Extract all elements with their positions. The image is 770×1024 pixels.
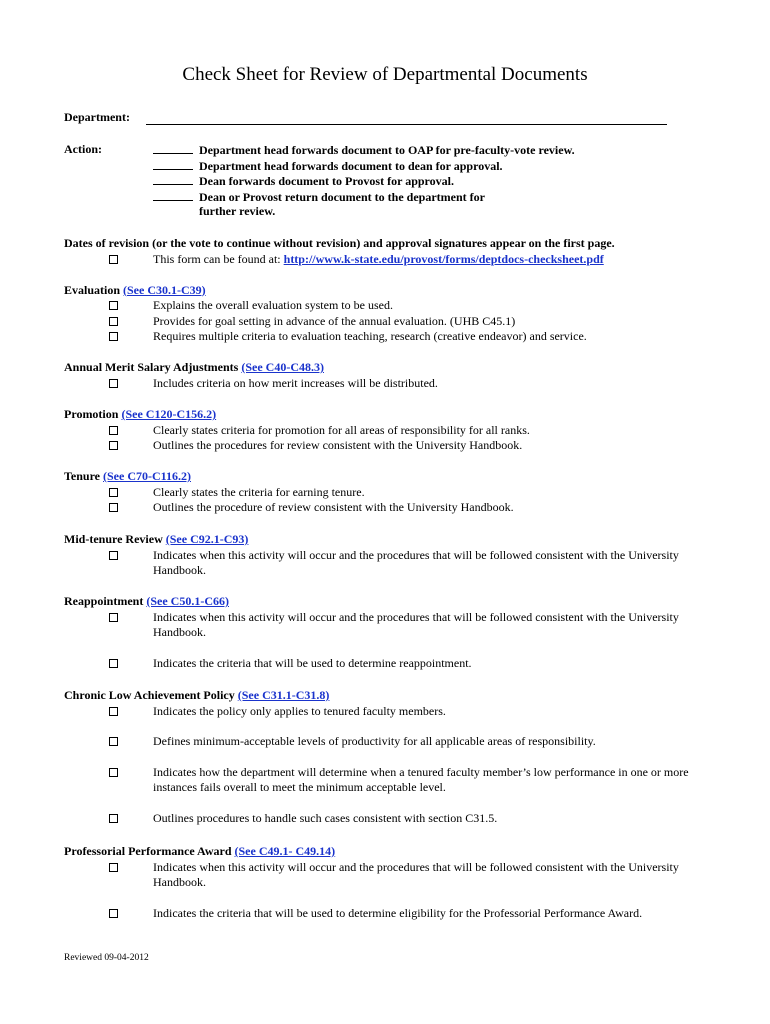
checkbox[interactable]	[109, 613, 118, 622]
section-heading: Professorial Performance Award (See C49.1- C49.14)	[64, 844, 336, 858]
section-heading: Reappointment (See C50.1-C66)	[64, 594, 229, 608]
checkbox[interactable]	[109, 488, 118, 497]
section-ref-link[interactable]: (See C50.1-C66)	[146, 594, 229, 608]
checklist-item: Indicates how the department will determine when a tenured faculty member’s low performance in one or more instances fails overall to meet the minimum acceptable level.	[64, 765, 714, 796]
section-ref-link[interactable]: (See C40-C48.3)	[241, 360, 324, 374]
section-heading: Annual Merit Salary Adjustments (See C40-C48.3)	[64, 360, 324, 374]
section-heading: Promotion (See C120-C156.2)	[64, 407, 217, 421]
checkbox[interactable]	[109, 426, 118, 435]
checkbox[interactable]	[109, 909, 118, 918]
action-blank[interactable]	[153, 189, 193, 201]
checklist-item: Indicates when this activity will occur and the procedures that will be followed consistent with the University Handbook.	[64, 860, 714, 891]
form-location-text: This form can be found at:	[153, 251, 281, 266]
section-reappointment	[64, 594, 714, 671]
checkbox[interactable]	[109, 707, 118, 716]
section-heading: Mid-tenure Review (See C92.1-C93)	[64, 532, 249, 546]
action-option: Dean forwards document to Provost for approval.	[153, 173, 454, 190]
checkbox[interactable]	[109, 768, 118, 777]
checklist-item: Clearly states criteria for promotion for all areas of responsibility for all ranks.	[64, 423, 714, 439]
action-option: Department head forwards document to OAP for pre-faculty-vote review.	[153, 142, 575, 159]
checkbox[interactable]	[109, 814, 118, 823]
checkbox[interactable]	[109, 659, 118, 668]
checkbox[interactable]	[109, 863, 118, 872]
section-midtenure	[64, 532, 714, 579]
checklist-item: Requires multiple criteria to evaluation teaching, research (creative endeavor) and service.	[64, 329, 714, 345]
section-tenure	[64, 469, 714, 516]
section-chronic	[64, 688, 714, 826]
section-heading: Chronic Low Achievement Policy (See C31.1-C31.8)	[64, 688, 330, 702]
section-ref-link[interactable]: (See C92.1-C93)	[165, 532, 249, 546]
checklist-item: Clearly states the criteria for earning tenure.	[64, 485, 714, 501]
checklist-item: Defines minimum-acceptable levels of productivity for all applicable areas of responsibility.	[64, 734, 714, 750]
action-option: Dean or Provost return document to the department for	[153, 189, 485, 206]
checklist-item: Provides for goal setting in advance of the annual evaluation. (UHB C45.1)	[64, 314, 714, 330]
reviewed-date: Reviewed 09-04-2012	[64, 953, 149, 963]
dates-revision-text: Dates of revision (or the vote to continue without revision) and approval signatures appear on the first page.	[64, 236, 615, 250]
section-heading: Evaluation (See C30.1-C39)	[64, 282, 206, 297]
section-ref-link[interactable]: (See C49.1- C49.14)	[234, 844, 336, 858]
action-label: Action:	[64, 142, 102, 156]
checklist-item: Includes criteria on how merit increases will be distributed.	[64, 376, 714, 392]
action-blank[interactable]	[153, 142, 193, 154]
checklist-item: Indicates when this activity will occur and the procedures that will be followed consistent with the University Handbook.	[64, 610, 714, 641]
checklist-item: Indicates the criteria that will be used to determine eligibility for the Professorial Performance Award.	[64, 906, 714, 922]
form-location-row	[64, 252, 714, 268]
checklist-item: Explains the overall evaluation system to be used.	[64, 298, 714, 314]
checklist-item: Outlines procedures to handle such cases consistent with section C31.5.	[64, 811, 714, 827]
action-option-continuation: further review.	[199, 204, 276, 218]
section-heading: Tenure (See C70-C116.2)	[64, 469, 191, 483]
action-blank[interactable]	[153, 173, 193, 185]
checklist-item: Indicates the policy only applies to tenured faculty members.	[64, 704, 714, 720]
section-promotion	[64, 407, 714, 454]
action-option: Department head forwards document to dean for approval.	[153, 158, 503, 175]
checkbox[interactable]	[109, 317, 118, 326]
section-ref-link[interactable]: (See C70-C116.2)	[103, 469, 191, 483]
department-field[interactable]	[146, 124, 667, 125]
checklist-item: Indicates when this activity will occur and the procedures that will be followed consistent with the University Handbook.	[64, 548, 714, 579]
section-merit	[64, 360, 714, 391]
checkbox[interactable]	[109, 255, 118, 264]
action-blank[interactable]	[153, 158, 193, 170]
department-label: Department:	[64, 110, 130, 124]
checklist-item: Outlines the procedures for review consistent with the University Handbook.	[64, 438, 714, 454]
section-professorial	[64, 844, 714, 921]
form-link[interactable]: http://www.k-state.edu/provost/forms/deptdocs-checksheet.pdf	[283, 251, 604, 266]
section-ref-link[interactable]: (See C30.1-C39)	[123, 282, 206, 297]
checkbox[interactable]	[109, 503, 118, 512]
checkbox[interactable]	[109, 332, 118, 341]
checklist-item: Indicates the criteria that will be used to determine reappointment.	[64, 656, 714, 672]
checkbox[interactable]	[109, 301, 118, 310]
section-ref-link[interactable]: (See C120-C156.2)	[121, 407, 217, 421]
checkbox[interactable]	[109, 737, 118, 746]
checkbox[interactable]	[109, 551, 118, 560]
page-title: Check Sheet for Review of Departmental Documents	[182, 64, 588, 85]
checkbox[interactable]	[109, 441, 118, 450]
checkbox[interactable]	[109, 379, 118, 388]
section-ref-link[interactable]: (See C31.1-C31.8)	[237, 688, 330, 702]
section-evaluation	[64, 283, 714, 345]
checklist-item: Outlines the procedure of review consistent with the University Handbook.	[64, 500, 714, 516]
